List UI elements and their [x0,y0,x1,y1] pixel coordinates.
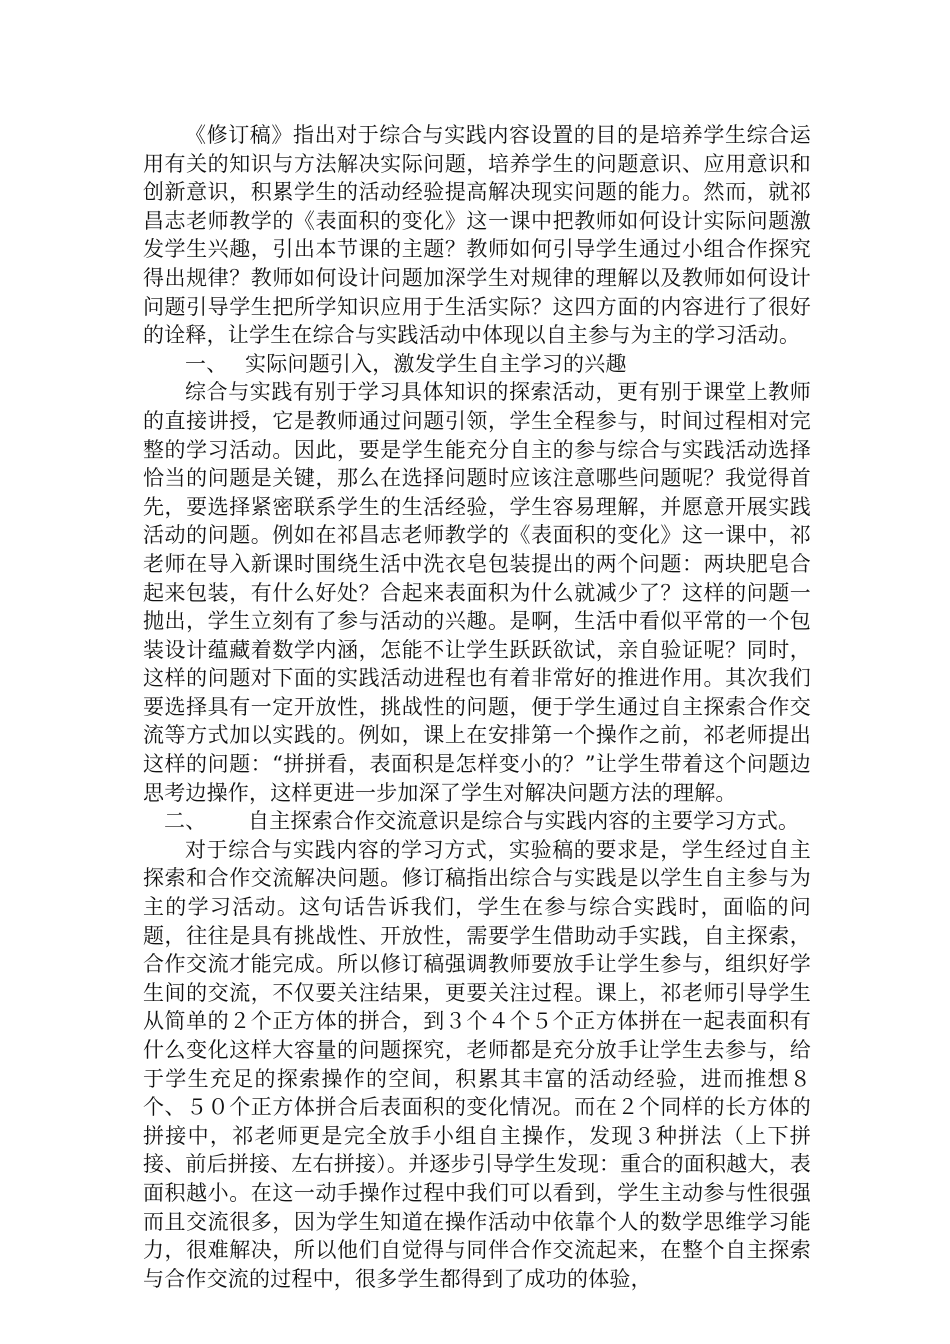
section-heading-1 [143,350,811,379]
section-number-2: 二、 [164,809,207,834]
document-body [143,121,811,1293]
paragraph-section-2: 对于综合与实践内容的学习方式，实验稿的要求是，学生经过自主探索和合作交流解决问题。修订稿指出综合与实践是以学生自主参与为主的学习活动。这句话告诉我们，学生在参与综合实践时，面临的问题，往往是具有挑战性、开放性，需要学生借助动手实践，自主探索，合作交流才能完成。所以修订稿强调教师要放手让学生参与，组织好学生间的交流，不仅要关注结果，更要关注过程。课上，祁老师引导学生从简单的２个正方体的拼合，到３个４个５个正方体拼在一起表面积有什么变化这样大容量的问题探究，老师都是充分放手让学生去参与，给于学生充足的探索操作的空间，积累其丰富的活动经验，进而推想８个、５０个正方体拼合后表面积的变化情况。而在２个同样的长方体的拼接中，祁老师更是完全放手小组自主操作，发现３种拼法（上下拼接、前后拼接、左右拼接）。并逐步引导学生发现：重合的面积越大，表面积越小。在这一动手操作过程中我们可以看到，学生主动参与性很强而且交流很多，因为学生知道在操作活动中依靠个人的数学思维学习能力，很难解决，所以他们自觉得与同伴合作交流起来，在整个自主探索与合作交流的过程中，很多学生都得到了成功的体验， [143,837,811,1291]
section-title-2: 自主探索合作交流意识是综合与实践内容的主要学习方式。 [248,809,800,834]
paragraph-intro: 《修订稿》指出对于综合与实践内容设置的目的是培养学生综合运用有关的知识与方法解决实际问题，培养学生的问题意识、应用意识和创新意识，积累学生的活动经验提高解决现实问题的能力。然而，就祁昌志老师教学的《表面积的变化》这一课中把教师如何设计实际问题激发学生兴趣，引出本节课的主题？教师如何引导学生通过小组合作探究得出规律？教师如何设计问题加深学生对规律的理解以及教师如何设计问题引导学生把所学知识应用于生活实际？这四方面的内容进行了很好的诠释，让学生在综合与实践活动中体现以自主参与为主的学习活动。 [143,123,811,348]
section-heading-2 [143,807,811,836]
section-title-1: 实际问题引入，激发学生自主学习的兴趣 [245,351,627,376]
section-number-1: 一、 [185,351,228,376]
paragraph-section-1: 综合与实践有别于学习具体知识的探索活动，更有别于课堂上教师的直接讲授，它是教师通过问题引领，学生全程参与，时间过程相对完整的学习活动。因此，要是学生能充分自主的参与综合与实践活动选择恰当的问题是关键，那么在选择问题时应该注意哪些问题呢？我觉得首先，要选择紧密联系学生的生活经验，学生容易理解，并愿意开展实践活动的问题。例如在祁昌志老师教学的《表面积的变化》这一课中，祁老师在导入新课时围绕生活中洗衣皂包装提出的两个问题：两块肥皂合起来包装，有什么好处？合起来表面积为什么就减少了？这样的问题一抛出，学生立刻有了参与活动的兴趣。是啊，生活中看似平常的一个包装设计蕴藏着数学内涵，怎能不让学生跃跃欲试，亲自验证呢？同时，这样的问题对下面的实践活动进程也有着非常好的推进作用。其次我们要选择具有一定开放性，挑战性的问题，便于学生通过自主探索合作交流等方式加以实践的。例如，课上在安排第一个操作之前，祁老师提出这样的问题：“拼拼看，表面积是怎样变小的？”让学生带着这个问题边思考边操作，这样更进一步加深了学生对解决问题方法的理解。 [143,380,811,805]
